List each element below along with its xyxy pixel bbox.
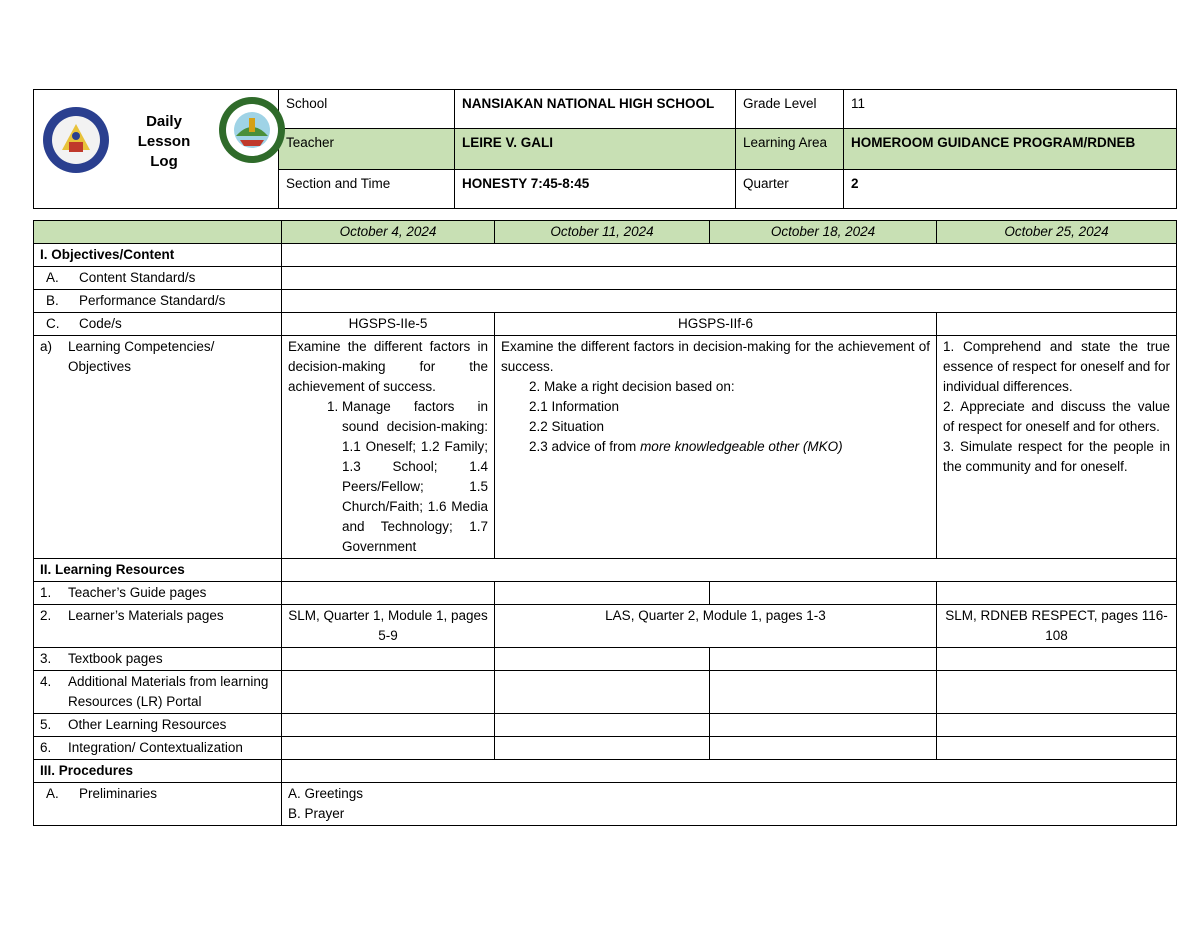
section-heading: III. Procedures <box>34 760 282 783</box>
competency-cell <box>937 336 1177 559</box>
section-row <box>34 244 1177 267</box>
preliminaries-cell <box>282 783 1177 826</box>
table-row <box>34 714 1177 737</box>
blank-cell <box>710 582 937 605</box>
date-cell: October 11, 2024 <box>495 221 710 244</box>
school-seal-icon <box>218 96 286 164</box>
learning-area-value: HOMEROOM GUIDANCE PROGRAM/RDNEB <box>844 128 1177 169</box>
section-time-value: HONESTY 7:45-8:45 <box>455 170 736 209</box>
row-number: C. <box>46 316 60 331</box>
row-number: B. <box>46 293 59 308</box>
competency-text: 1. Comprehend and state the true essence of respect for oneself and for individual differences. <box>943 339 1170 394</box>
competency-text: 2.1 Information <box>529 399 620 414</box>
text-span: 2.3 advice of from <box>529 439 641 454</box>
row-text: Content Standard/s <box>79 270 196 285</box>
preliminary-item: B. Prayer <box>288 806 345 821</box>
blank-cell <box>282 582 495 605</box>
row-text: Textbook pages <box>68 651 163 666</box>
blank-cell <box>282 267 1177 290</box>
row-label <box>34 648 282 671</box>
code-cell: HGSPS-IIf-6 <box>495 313 937 336</box>
table-row <box>34 737 1177 760</box>
row-text: Teacher’s Guide pages <box>68 585 207 600</box>
row-label <box>34 605 282 648</box>
blank-cell <box>34 221 282 244</box>
row-text: Additional Materials from learning Resources (LR) Portal <box>68 674 269 709</box>
row-number: 5. <box>40 717 52 732</box>
row-number: 4. <box>40 674 52 689</box>
row-label <box>34 290 282 313</box>
row-number: 3. <box>40 651 52 666</box>
row-number: a) <box>40 339 53 354</box>
row-label <box>34 783 282 826</box>
competency-text: Examine the different factors in decision-making for the achievement of success. <box>288 339 488 394</box>
table-row <box>34 648 1177 671</box>
blank-cell <box>495 714 710 737</box>
competency-text: 3. Simulate respect for the people in the community and for oneself. <box>943 439 1170 474</box>
lesson-table <box>33 220 1177 826</box>
row-number: 2. <box>40 608 52 623</box>
date-cell: October 25, 2024 <box>937 221 1177 244</box>
table-row <box>34 671 1177 714</box>
row-label <box>34 714 282 737</box>
row-text: Learning Competencies/ Objectives <box>68 339 215 374</box>
row-number: A. <box>46 270 59 285</box>
section-row <box>34 559 1177 582</box>
blank-cell <box>495 737 710 760</box>
text-span: more knowledgeable other (MKO) <box>640 439 843 454</box>
deped-seal-icon <box>42 106 110 174</box>
blank-cell <box>710 714 937 737</box>
blank-cell <box>937 648 1177 671</box>
blank-cell <box>495 671 710 714</box>
table-row <box>34 582 1177 605</box>
blank-cell <box>282 290 1177 313</box>
section-heading: I. Objectives/Content <box>34 244 282 267</box>
blank-cell <box>710 737 937 760</box>
blank-cell <box>937 582 1177 605</box>
competency-text: 2.2 Situation <box>529 419 605 434</box>
section-time-label: Section and Time <box>279 170 455 209</box>
blank-cell <box>710 671 937 714</box>
competencies-row <box>34 336 1177 559</box>
blank-cell <box>495 648 710 671</box>
teacher-label: Teacher <box>279 128 455 169</box>
blank-cell <box>937 671 1177 714</box>
table-row <box>34 290 1177 313</box>
competency-text: 2. Appreciate and discuss the value of respect for oneself and for others. <box>943 399 1170 434</box>
blank-cell <box>937 313 1177 336</box>
row-label <box>34 671 282 714</box>
dll-title-line: Daily <box>146 113 182 130</box>
row-number: 6. <box>40 740 52 755</box>
blank-cell <box>282 671 495 714</box>
row-text: Code/s <box>79 316 122 331</box>
blank-cell <box>282 714 495 737</box>
competency-text: 2. Make a right decision based on: <box>529 379 735 394</box>
quarter-value: 2 <box>844 170 1177 209</box>
date-cell: October 4, 2024 <box>282 221 495 244</box>
competency-text: Examine the different factors in decision-making for the achievement of success. <box>501 339 930 374</box>
table-row <box>34 605 1177 648</box>
row-text: Learner’s Materials pages <box>68 608 224 623</box>
blank-cell <box>710 648 937 671</box>
row-text: Performance Standard/s <box>79 293 226 308</box>
resource-cell: SLM, RDNEB RESPECT, pages 116-108 <box>937 605 1177 648</box>
resource-cell: LAS, Quarter 2, Module 1, pages 1-3 <box>495 605 937 648</box>
preliminary-item: A. Greetings <box>288 786 364 801</box>
school-value: NANSIAKAN NATIONAL HIGH SCHOOL <box>455 90 736 129</box>
dll-title-line: Log <box>150 153 178 170</box>
header-table <box>33 89 1177 209</box>
row-text: Preliminaries <box>79 786 158 801</box>
dates-row <box>34 221 1177 244</box>
teacher-value: LEIRE V. GALI <box>455 128 736 169</box>
section-heading: II. Learning Resources <box>34 559 282 582</box>
list-item: 1. Manage factors in sound decision-making: 1.1 Oneself; 1.2 Family; 1.3 School; 1.4 Peers/Fellow; 1.5 Church/Faith; 1.6 Media and Technology; 1.7 Government <box>342 397 488 557</box>
competency-cell <box>495 336 937 559</box>
row-text: Other Learning Resources <box>68 717 227 732</box>
row-label <box>34 267 282 290</box>
blank-cell <box>282 559 1177 582</box>
grade-level-value: 11 <box>844 90 1177 129</box>
blank-cell <box>282 737 495 760</box>
row-label <box>34 737 282 760</box>
dll-title-line: Lesson <box>137 133 191 150</box>
row-label <box>34 582 282 605</box>
quarter-label: Quarter <box>736 170 844 209</box>
table-row <box>34 313 1177 336</box>
table-row <box>34 783 1177 826</box>
logo-cell <box>34 90 279 209</box>
blank-cell <box>282 760 1177 783</box>
section-row <box>34 760 1177 783</box>
blank-cell <box>282 244 1177 267</box>
blank-cell <box>937 737 1177 760</box>
row-label <box>34 313 282 336</box>
row-number: A. <box>46 786 59 801</box>
blank-cell <box>282 648 495 671</box>
competency-list <box>288 397 488 557</box>
competency-text <box>501 437 930 457</box>
date-cell: October 18, 2024 <box>710 221 937 244</box>
row-number: 1. <box>40 585 52 600</box>
dll-title <box>129 112 199 172</box>
resource-cell: SLM, Quarter 1, Module 1, pages 5-9 <box>282 605 495 648</box>
grade-level-label: Grade Level <box>736 90 844 129</box>
row-label <box>34 336 282 559</box>
blank-cell <box>495 582 710 605</box>
learning-area-label: Learning Area <box>736 128 844 169</box>
competency-cell <box>282 336 495 559</box>
table-row <box>34 267 1177 290</box>
school-label: School <box>279 90 455 129</box>
row-text: Integration/ Contextualization <box>68 740 243 755</box>
blank-cell <box>937 714 1177 737</box>
code-cell: HGSPS-IIe-5 <box>282 313 495 336</box>
